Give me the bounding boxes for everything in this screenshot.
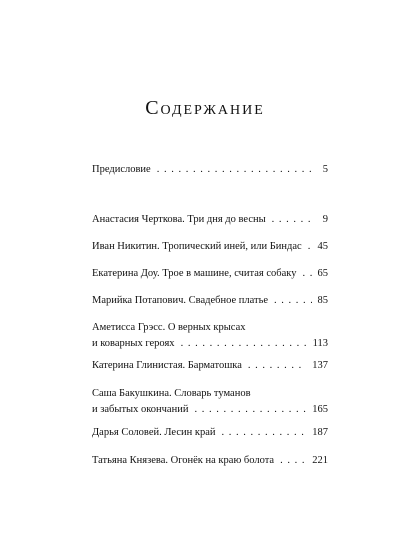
toc-page-number: 65 (317, 268, 328, 279)
toc-page-number: 137 (312, 360, 328, 371)
leader-dots (221, 425, 306, 441)
leader-dots (157, 162, 314, 178)
leader-dots (308, 239, 312, 255)
toc-entry (92, 358, 328, 374)
toc-entry-title: Предисловие (92, 164, 151, 175)
toc-entry-title: Екатерина Доу. Трое в машине, считая собаку (92, 268, 297, 279)
toc-page-number: 5 (322, 164, 328, 175)
toc-entry (92, 212, 328, 228)
toc-page-number: 45 (317, 241, 328, 252)
toc-entry (92, 320, 328, 352)
toc-page-number: 9 (322, 214, 328, 225)
leader-dots (272, 212, 314, 228)
page-title: Содержание (145, 97, 265, 119)
toc-entry-title: Саша Бакушкина. Словарь туманов (92, 388, 251, 399)
toc-entry-title-continued: и коварных героях (92, 338, 175, 349)
toc-page-number: 187 (312, 427, 328, 438)
toc-entry (92, 425, 328, 441)
leader-dots (280, 453, 306, 469)
leader-dots (248, 358, 306, 374)
toc-entry-title: Анастасия Черткова. Три дня до весны (92, 214, 266, 225)
toc-entry (92, 266, 328, 282)
toc-entry-title: Иван Никитин. Тропический иней, или Биндас (92, 241, 302, 252)
toc-entry-title: Аметисса Грэсс. О верных крысах (92, 322, 246, 333)
toc-page-number: 165 (312, 404, 328, 415)
leader-dots (194, 402, 306, 418)
toc-entry-title: Катерина Глинистая. Барматошка (92, 360, 242, 371)
toc-entry-title-continued: и забытых окончаний (92, 404, 189, 415)
toc-page-number: 113 (312, 338, 328, 349)
toc-entry-title: Дарья Соловей. Лесин край (92, 427, 216, 438)
toc-entry (92, 293, 328, 309)
toc-entry-preface (92, 162, 328, 178)
toc-entry-title: Татьяна Князева. Огонёк на краю болота (92, 455, 275, 466)
leader-dots (181, 336, 307, 352)
toc-entry (92, 386, 328, 418)
toc-entry (92, 453, 328, 469)
toc-page-number: 221 (312, 455, 328, 466)
toc-page-number: 85 (317, 295, 328, 306)
leader-dots (274, 293, 311, 309)
leader-dots (303, 266, 312, 282)
toc-entry-title: Марийка Потапович. Свадебное платье (92, 295, 269, 306)
toc-entry (92, 239, 328, 255)
